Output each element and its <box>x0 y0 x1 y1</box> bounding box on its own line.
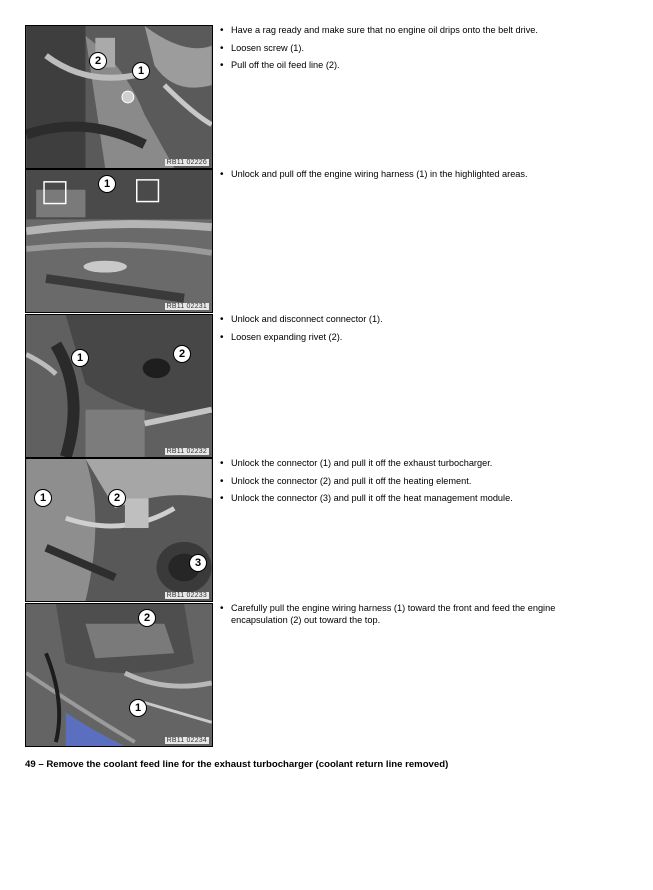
photo-illustration <box>26 26 212 168</box>
engine-photo-encapsulation <box>25 603 213 747</box>
instruction-item: • Unlock the connector (2) and pull it off the heating element. <box>220 476 600 488</box>
callout-2: 2 <box>173 345 191 363</box>
instruction-list <box>220 314 600 349</box>
instruction-list <box>220 603 600 632</box>
callout-2: 2 <box>108 489 126 507</box>
instruction-item: • Carefully pull the engine wiring harness (1) toward the front and feed the engine encapsulation (2) out toward the top. <box>220 603 600 626</box>
instruction-item: • Unlock and disconnect connector (1). <box>220 314 600 326</box>
callout-2: 2 <box>89 52 107 70</box>
instruction-item: • Unlock the connector (1) and pull it off the exhaust turbocharger. <box>220 458 600 470</box>
instruction-item: • Loosen expanding rivet (2). <box>220 332 600 344</box>
instruction-item: • Have a rag ready and make sure that no engine oil drips onto the belt drive. <box>220 25 600 37</box>
photo-reference: RB11 02234 <box>166 737 207 744</box>
photo-reference: RB11 02232 <box>166 448 207 455</box>
instruction-list <box>220 458 600 511</box>
callout-1: 1 <box>98 175 116 193</box>
photo-illustration <box>26 604 212 746</box>
engine-photo-connector-rivet <box>25 314 213 458</box>
instruction-item: • Loosen screw (1). <box>220 43 600 55</box>
callout-2: 2 <box>138 609 156 627</box>
next-step-heading: 49 – Remove the coolant feed line for the exhaust turbocharger (coolant return line removed) <box>25 759 449 770</box>
callout-1: 1 <box>34 489 52 507</box>
instruction-list <box>220 25 600 78</box>
photo-reference: RB11 02231 <box>166 303 207 310</box>
instruction-item: • Unlock the connector (3) and pull it off the heat management module. <box>220 493 600 505</box>
callout-1: 1 <box>71 349 89 367</box>
callout-1: 1 <box>132 62 150 80</box>
photo-illustration <box>26 170 212 312</box>
photo-reference: RB11 02233 <box>166 592 207 599</box>
photo-illustration <box>26 315 212 457</box>
instruction-item: • Unlock and pull off the engine wiring harness (1) in the highlighted areas. <box>220 169 600 181</box>
callout-3: 3 <box>189 554 207 572</box>
instruction-item: • Pull off the oil feed line (2). <box>220 60 600 72</box>
engine-photo-oil-feed-line <box>25 25 213 169</box>
callout-1: 1 <box>129 699 147 717</box>
photo-illustration <box>26 459 212 601</box>
photo-reference: RB11 02226 <box>166 159 207 166</box>
engine-photo-turbo-connectors <box>25 458 213 602</box>
engine-photo-wiring-harness <box>25 169 213 313</box>
instruction-list <box>220 169 600 187</box>
